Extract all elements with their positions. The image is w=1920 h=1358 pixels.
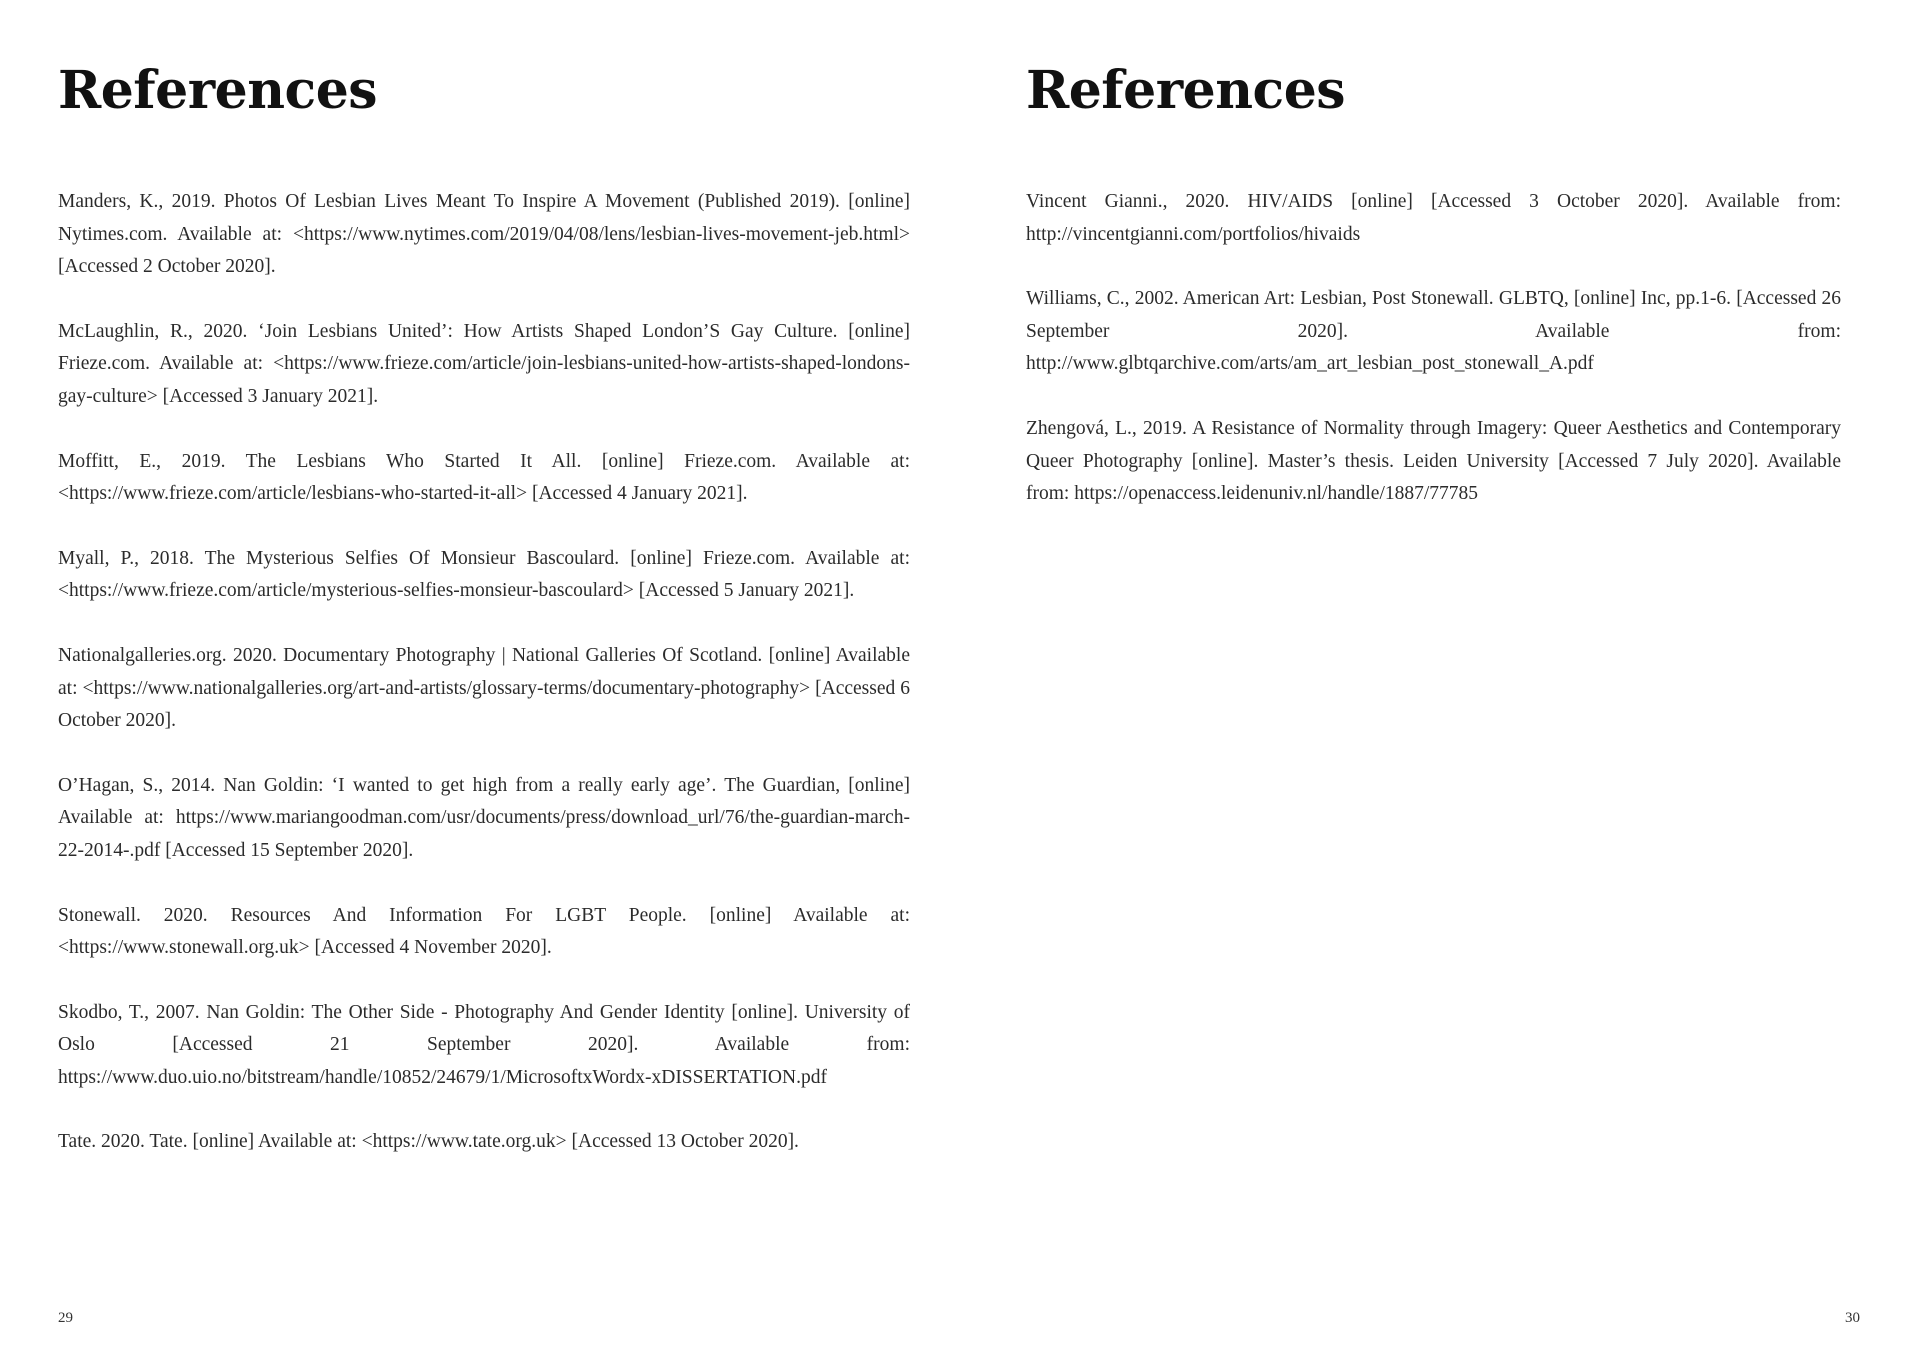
reference-item: Myall, P., 2018. The Mysterious Selfies Of Monsieur Bascoulard. [online] Frieze.com. Available at: <https://www.frieze.com/article/mysterious-selfies-monsieur-bascoulard> [Accessed 5 January 2021]. [58,547,910,602]
reference-item: Williams, C., 2002. American Art: Lesbian, Post Stonewall. GLBTQ, [online] Inc, pp.1-6. [Accessed 26 September 2020]. Available from: http://www.glbtqarchive.com/arts/am_art_lesbian_post_stonewall_A.pdf [1026,288,1841,375]
reference-item: Manders, K., 2019. Photos Of Lesbian Lives Meant To Inspire A Movement (Published 2019). [online] Nytimes.com. Available at: <https://www.nytimes.com/2019/04/08/lens/lesbian-lives-movement-jeb.html> [Accessed 2 October 2020]. [58,191,910,278]
reference-item: Skodbo, T., 2007. Nan Goldin: The Other Side - Photography And Gender Identity [online]. University of Oslo [Accessed 21 September 2020]. Available from: https://www.duo.uio.no/bitstream/handle/10852/24679/1/MicrosoftxWordx-xDISSERTATION.pdf [58,1001,910,1088]
right-page [960,0,1920,1358]
page-number: 30 [1845,1310,1860,1326]
reference-item: Stonewall. 2020. Resources And Information For LGBT People. [online] Available at: <https://www.stonewall.org.uk> [Accessed 4 November 2020]. [58,904,910,959]
page-number: 29 [58,1310,73,1326]
reference-list [1026,186,1841,543]
reference-item: Tate. 2020. Tate. [online] Available at: <https://www.tate.org.uk> [Accessed 13 October 2020]. [58,1131,799,1153]
page-title: References [1026,60,1346,121]
reference-item: McLaughlin, R., 2020. ‘Join Lesbians United’: How Artists Shaped London’S Gay Culture. [online] Frieze.com. Available at: <https://www.frieze.com/article/join-lesbians-united-how-artists-shaped-londons-gay-culture> [Accessed 3 January 2021]. [58,320,910,407]
reference-list [58,186,910,1191]
page-title: References [58,60,378,121]
reference-item: Moffitt, E., 2019. The Lesbians Who Started It All. [online] Frieze.com. Available at: <https://www.frieze.com/article/lesbians-who-started-it-all> [Accessed 4 January 2021]. [58,450,910,505]
reference-item: O’Hagan, S., 2014. Nan Goldin: ‘I wanted to get high from a really early age’. The Guardian, [online] Available at: https://www.mariangoodman.com/usr/documents/press/download_url/76/the-guardian-march-22-2014-.pdf [Accessed 15 September 2020]. [58,774,910,861]
reference-item: Zhengová, L., 2019. A Resistance of Normality through Imagery: Queer Aesthetics and Contemporary Queer Photography [online]. Master’s thesis. Leiden University [Accessed 7 July 2020]. Available from: https://openaccess.leidenuniv.nl/handle/1887/77785 [1026,417,1841,505]
reference-item: Nationalgalleries.org. 2020. Documentary Photography | National Galleries Of Scotland. [online] Available at: <https://www.nationalgalleries.org/art-and-artists/glossary-terms/documentary-photography> [Accessed 6 October 2020]. [58,644,910,732]
reference-item: Vincent Gianni., 2020. HIV/AIDS [online] [Accessed 3 October 2020]. Available from: http://vincentgianni.com/portfolios/hivaids [1026,191,1841,245]
